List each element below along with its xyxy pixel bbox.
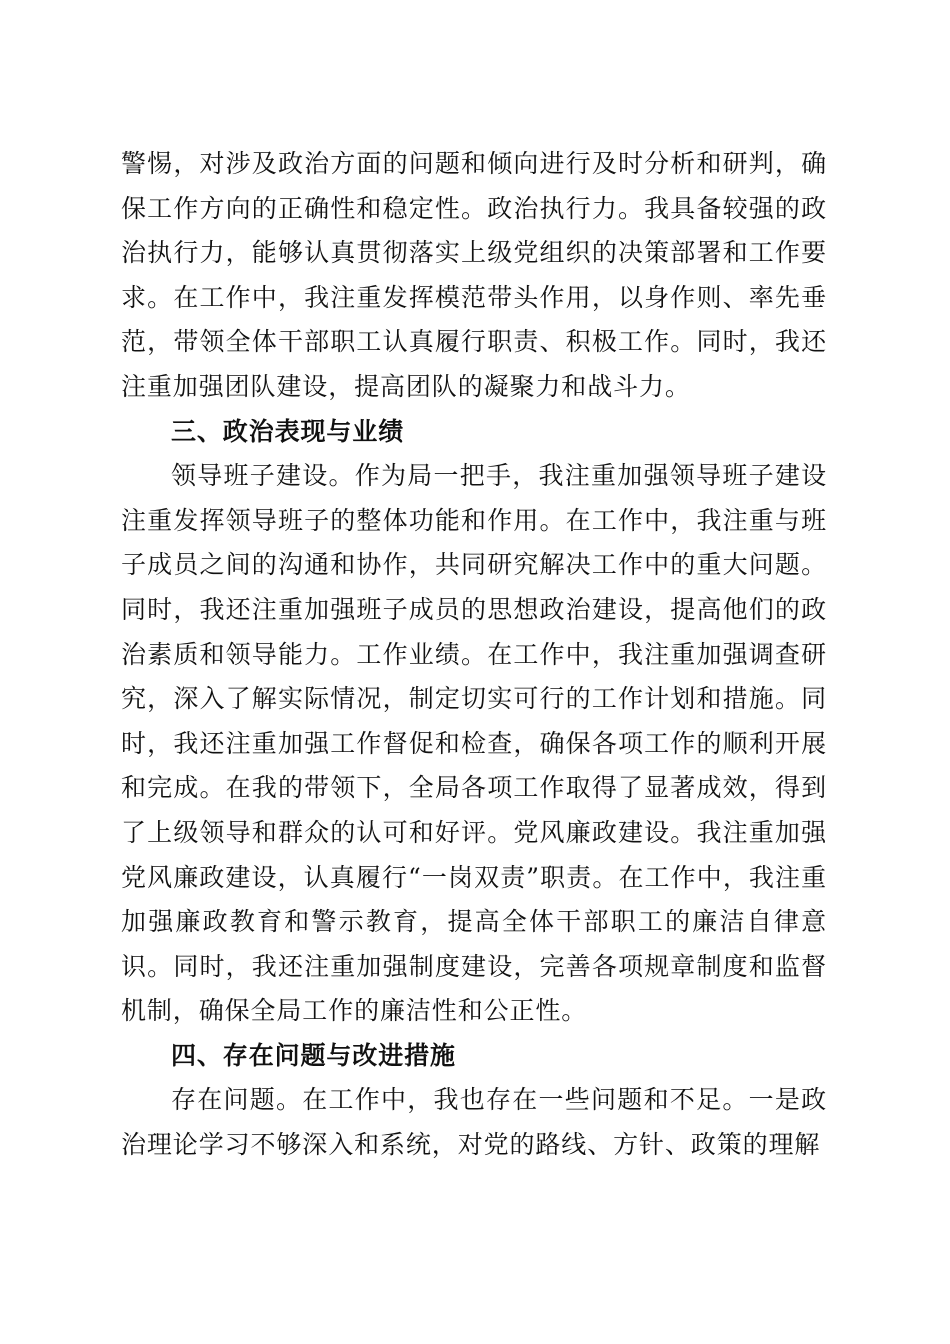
section-heading-4: 四、存在问题与改进措施 [171,1040,456,1070]
paragraph-problems: 存在问题。在工作中，我也存在一些问题和不足。一是政治理论学习不够深入和系统，对党的路线、方针、政策的理解 [121,1085,827,1160]
document-body [121,142,827,1168]
paragraph-continuation: 警惕，对涉及政治方面的问题和倾向进行及时分析和研判，确保工作方向的正确性和稳定性。政治执行力。我具备较强的政治执行力，能够认真贯彻落实上级党组织的决策部署和工作要求。在工作中，我注重发挥模范带头作用，以身作则、率先垂范，带领全体干部职工认真履行职责、积极工作。同时，我还注重加强团队建设，提高团队的凝聚力和战斗力。 [121,149,827,401]
paragraph-leadership: 领导班子建设。作为局一把手，我注重加强领导班子建设注重发挥领导班子的整体功能和作用。在工作中，我注重与班子成员之间的沟通和协作，共同研究解决工作中的重大问题。同时，我还注重加强班子成员的思想政治建设，提高他们的政治素质和领导能力。工作业绩。在工作中，我注重加强调查研究，深入了解实际情况，制定切实可行的工作计划和措施。同时，我还注重加强工作督促和检查，确保各项工作的顺利开展和完成。在我的带领下，全局各项工作取得了显著成效，得到了上级领导和群众的认可和好评。党风廉政建设。我注重加强党风廉政建设，认真履行“一岗双责”职责。在工作中，我注重加强廉政教育和警示教育，提高全体干部职工的廉洁自律意识。同时，我还注重加强制度建设，完善各项规章制度和监督机制，确保全局工作的廉洁性和公正性。 [121,461,827,1026]
section-heading-3: 三、政治表现与业绩 [171,416,405,446]
